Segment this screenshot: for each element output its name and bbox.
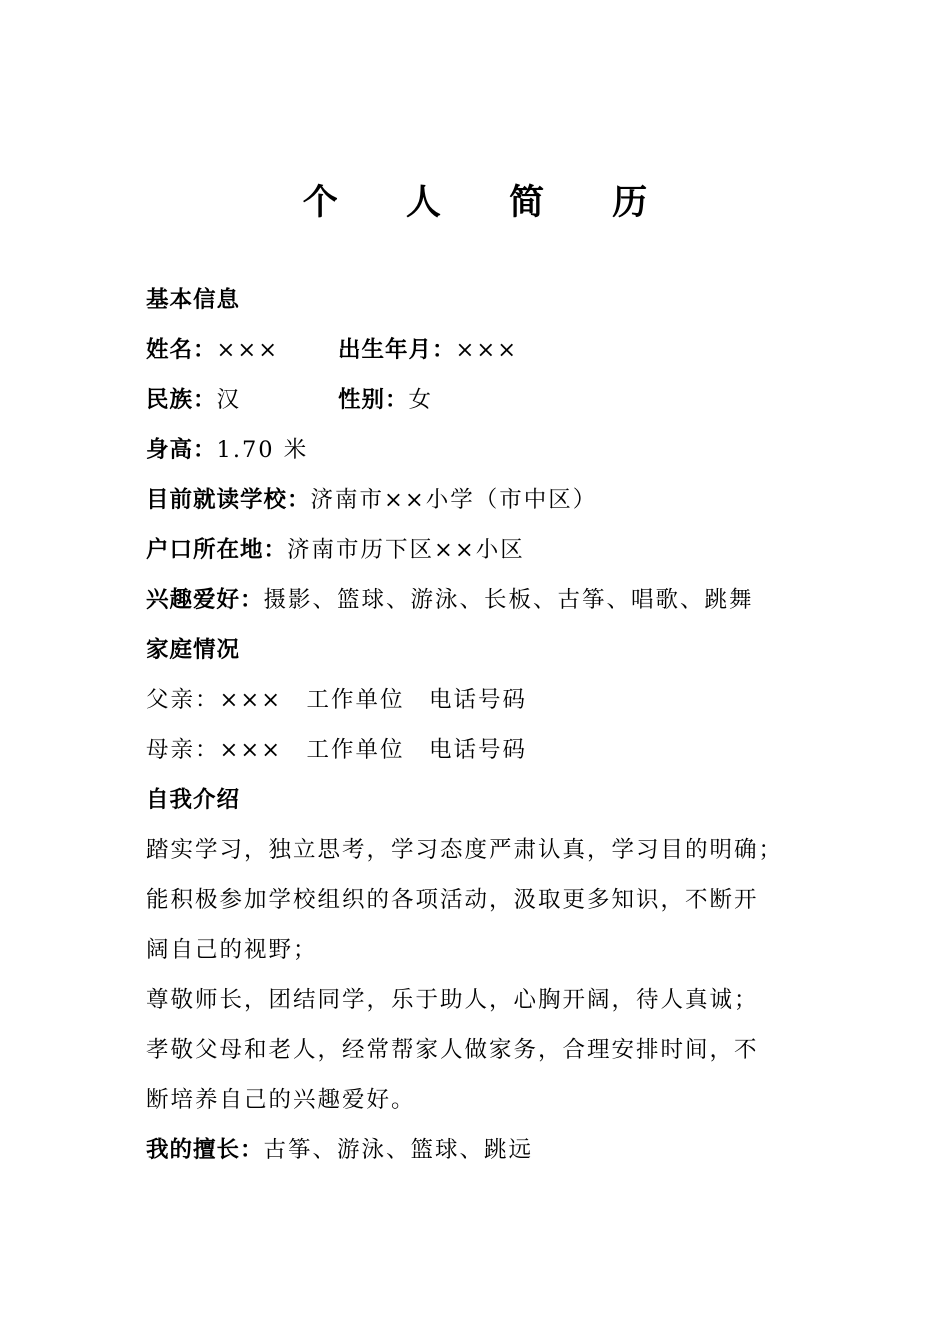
hukou-label: 户口所在地： bbox=[146, 537, 288, 563]
ethnicity-value: 汉 bbox=[216, 387, 242, 413]
birth-field bbox=[338, 334, 518, 366]
mother-row: 母亲：××× 工作单位 电话号码 bbox=[146, 737, 528, 763]
name-label: 姓名： bbox=[146, 337, 217, 363]
name-value: ××× bbox=[216, 337, 280, 363]
intro-line: 踏实学习，独立思考，学习态度严肃认真，学习目的明确； bbox=[146, 837, 784, 863]
intro-line: 孝敬父母和老人，经常帮家人做家务，合理安排时间，不 bbox=[146, 1037, 759, 1063]
gender-label: 性别： bbox=[338, 387, 409, 413]
intro-line: 断培养自己的兴趣爱好。 bbox=[146, 1087, 416, 1113]
gender-value: 女 bbox=[408, 387, 434, 413]
page-title: 个 人 简 历 bbox=[302, 183, 676, 223]
school-label: 目前就读学校： bbox=[146, 487, 311, 513]
hobbies-row bbox=[146, 584, 754, 616]
hobbies-value: 摄影、篮球、游泳、长板、古筝、唱歌、跳舞 bbox=[263, 587, 754, 613]
gender-field bbox=[338, 384, 433, 416]
skills-label: 我的擅长： bbox=[146, 1137, 264, 1163]
school-row bbox=[146, 484, 597, 516]
height-label: 身高： bbox=[146, 437, 217, 463]
height-row bbox=[146, 434, 308, 466]
skills-row bbox=[146, 1134, 533, 1166]
birth-label: 出生年月： bbox=[338, 337, 456, 363]
ethnicity-label: 民族： bbox=[146, 387, 217, 413]
ethnicity-gender-row bbox=[146, 384, 434, 416]
section-heading-self-intro: 自我介绍 bbox=[146, 787, 241, 813]
hobbies-label: 兴趣爱好： bbox=[146, 587, 264, 613]
hukou-value: 济南市历下区××小区 bbox=[287, 537, 525, 563]
birth-value: ××× bbox=[455, 337, 519, 363]
intro-line: 尊敬师长，团结同学，乐于助人，心胸开阔，待人真诚； bbox=[146, 987, 759, 1013]
skills-value: 古筝、游泳、篮球、跳远 bbox=[263, 1137, 534, 1163]
father-row: 父亲：××× 工作单位 电话号码 bbox=[146, 687, 528, 713]
hukou-row bbox=[146, 534, 525, 566]
section-heading-family: 家庭情况 bbox=[146, 637, 241, 663]
section-heading-basic-info: 基本信息 bbox=[146, 287, 241, 313]
name-birth-row bbox=[146, 334, 519, 366]
intro-line: 能积极参加学校组织的各项活动，汲取更多知识，不断开 bbox=[146, 887, 759, 913]
school-value: 济南市××小学（市中区） bbox=[310, 487, 598, 513]
height-value: 1.70 米 bbox=[216, 437, 309, 463]
intro-line: 阔自己的视野； bbox=[146, 937, 318, 963]
